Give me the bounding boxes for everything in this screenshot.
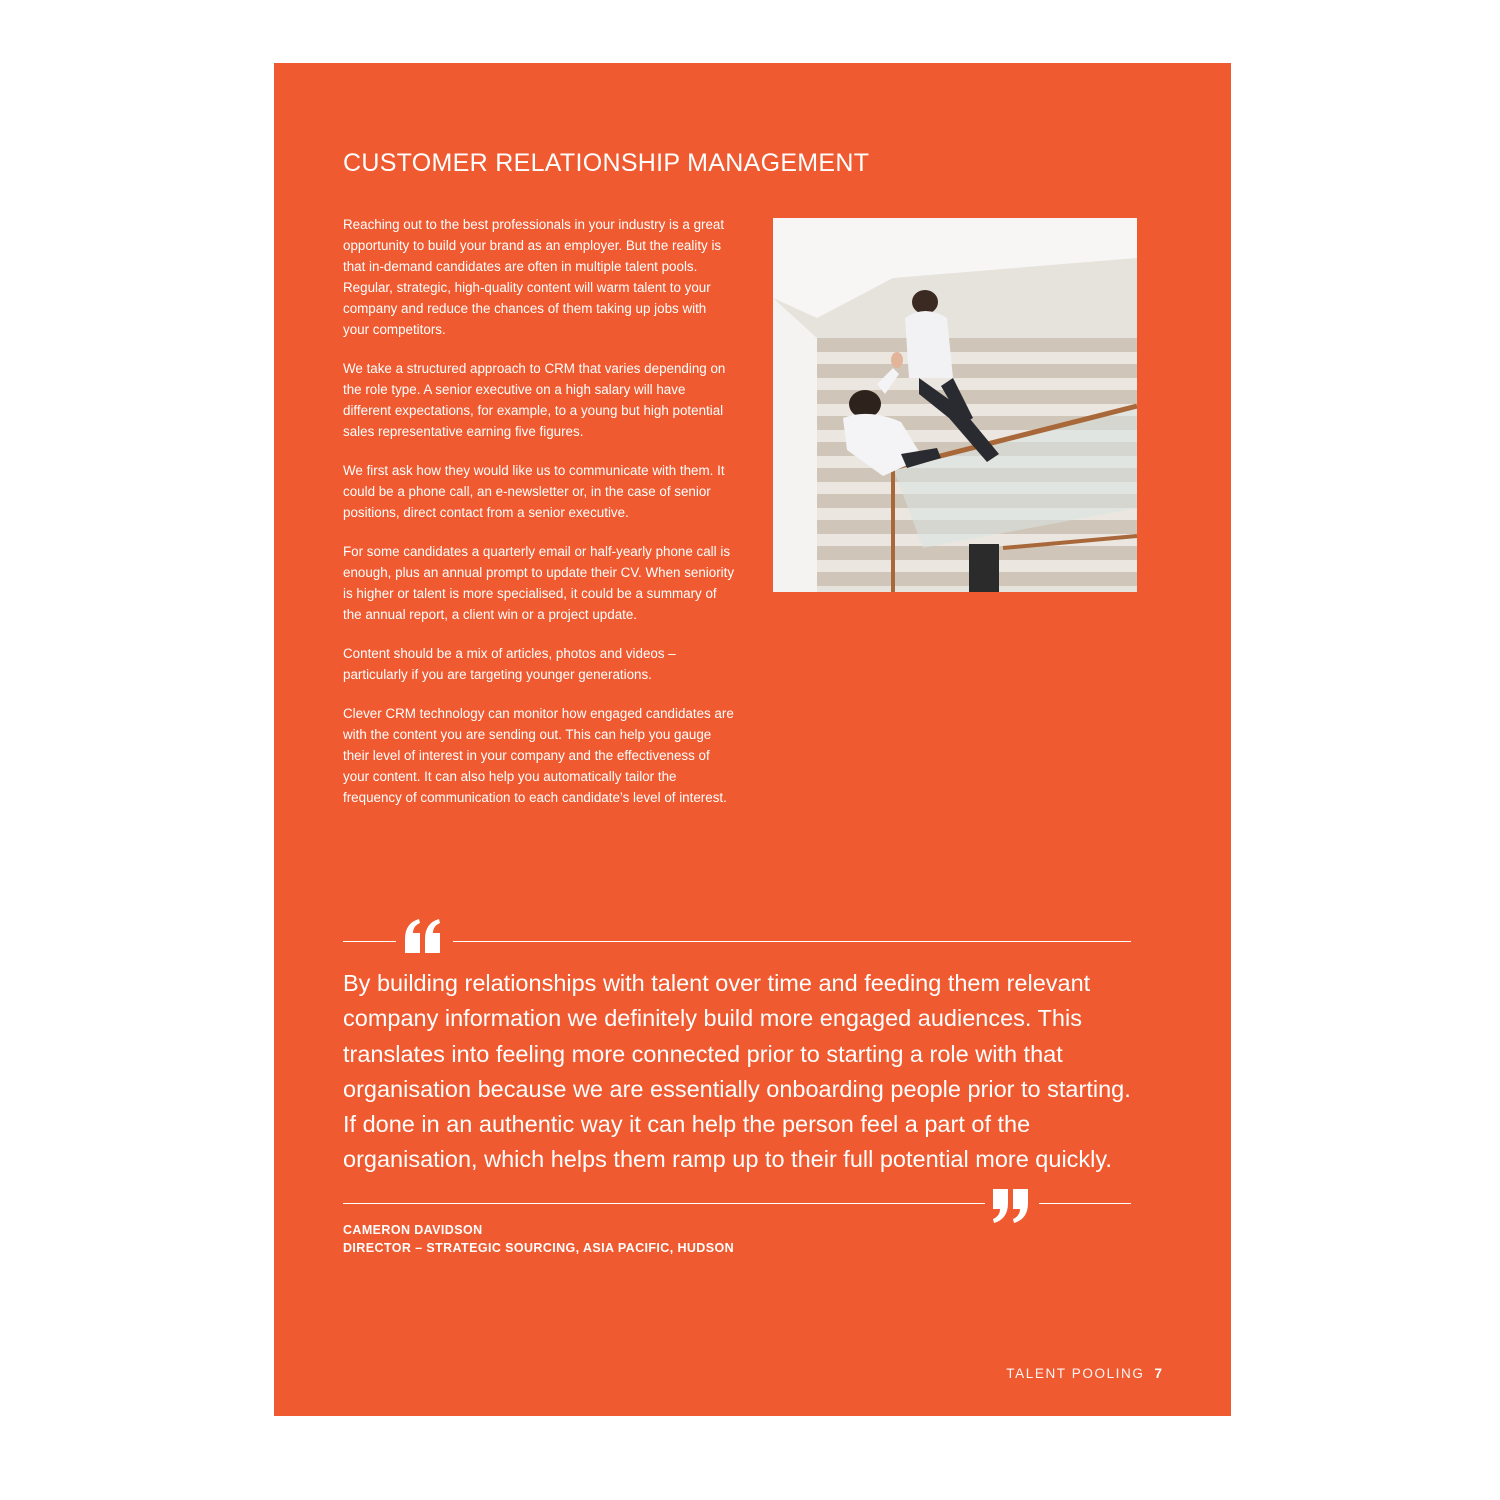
staircase-photo xyxy=(773,218,1137,592)
quote-top-rule-left xyxy=(343,941,396,942)
body-paragraph: We first ask how they would like us to communicate with them. It could be a phone call, an e-newsletter or, in the case of senior positions, direct contact from a senior executive. xyxy=(343,463,725,520)
quote-bottom-rule-left xyxy=(343,1203,985,1204)
quote-author: CAMERON DAVIDSON xyxy=(343,1223,483,1237)
body-paragraph: Content should be a mix of articles, photos and videos – particularly if you are targeting younger generations. xyxy=(343,646,676,682)
close-quote-icon xyxy=(991,1189,1031,1225)
pull-quote-text: By building relationships with talent over time and feeding them relevant company information we definitely build more engaged audiences. This translates into feeling more connected prior to starting a role with that organisation because we are essentially onboarding people prior to starting. If done in an authentic way it can help the person feel a part of the organisation, which helps them ramp up to their full potential more quickly. xyxy=(343,970,1131,1173)
page-title: CUSTOMER RELATIONSHIP MANAGEMENT xyxy=(343,149,870,177)
quote-bottom-rule-right xyxy=(1039,1203,1131,1204)
body-paragraph: Clever CRM technology can monitor how engaged candidates are with the content you are sending out. This can help you gauge their level of interest in your company and the effectiveness of your content. It can also help you automatically tailor the frequency of communication to each candidate’s level of interest. xyxy=(343,706,734,805)
quote-top-rule-right xyxy=(453,941,1131,942)
body-paragraph: Reaching out to the best professionals in your industry is a great opportunity to build your brand as an employer. But the reality is that in-demand candidates are often in multiple talent pools. Regular, strategic, high-quality content will warm talent to your company and reduce the chances of them taking up jobs with your competitors. xyxy=(343,217,725,337)
page-footer xyxy=(1006,1366,1162,1381)
body-text-column xyxy=(343,214,735,826)
brochure-page xyxy=(274,63,1231,1416)
page-number: 7 xyxy=(1154,1366,1162,1381)
open-quote-icon xyxy=(403,917,443,953)
body-paragraph: We take a structured approach to CRM that varies depending on the role type. A senior executive on a high salary will have different expectations, for example, to a young but high potential sales representative earning five figures. xyxy=(343,361,726,439)
quote-author-role: DIRECTOR – STRATEGIC SOURCING, ASIA PACIFIC, HUDSON xyxy=(343,1241,735,1255)
body-paragraph: For some candidates a quarterly email or half-yearly phone call is enough, plus an annual prompt to update their CV. When seniority is higher or talent is more specialised, it could be a summary of the annual report, a client win or a project update. xyxy=(343,544,735,622)
footer-section-title: TALENT POOLING xyxy=(1006,1366,1145,1381)
